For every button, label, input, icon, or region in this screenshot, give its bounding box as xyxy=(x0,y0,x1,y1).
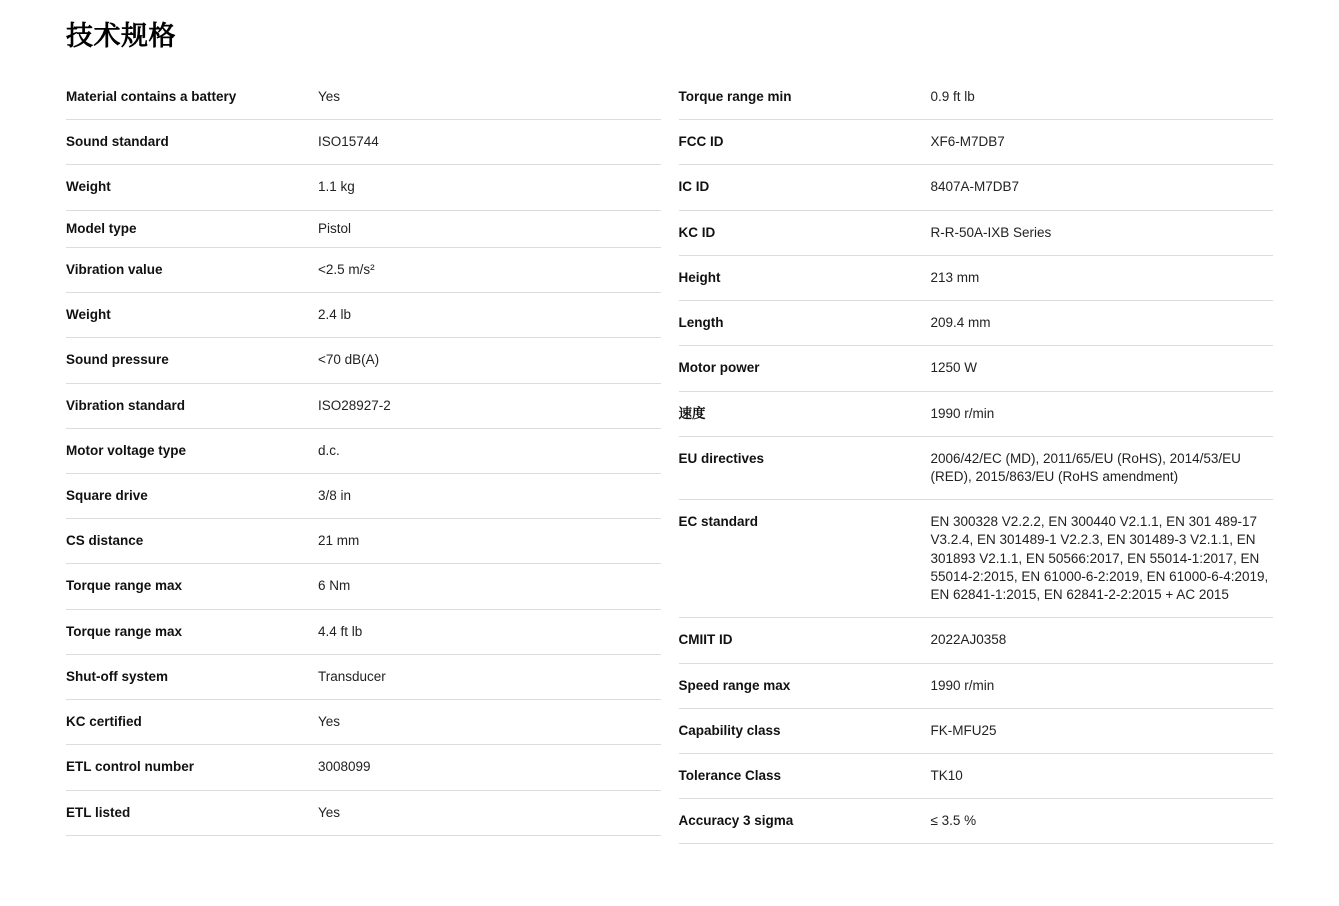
spec-value: 1990 r/min xyxy=(930,677,995,693)
spec-label: Capability class xyxy=(678,722,781,738)
spec-label: 速度 xyxy=(678,405,706,421)
spec-column-right xyxy=(679,75,1274,844)
spec-label: Length xyxy=(678,315,724,331)
spec-value: ISO15744 xyxy=(318,134,379,150)
spec-label: Weight xyxy=(66,307,111,323)
spec-label: EC standard xyxy=(678,514,759,530)
spec-value: Transducer xyxy=(318,668,386,684)
spec-row xyxy=(679,301,1274,346)
spec-label: Tolerance Class xyxy=(678,767,782,783)
spec-row xyxy=(679,120,1274,165)
spec-label: Height xyxy=(678,269,721,285)
spec-value: Pistol xyxy=(318,220,352,236)
page-title: 技术规格 xyxy=(66,21,176,51)
spec-row xyxy=(679,799,1274,844)
spec-label: KC certified xyxy=(66,714,142,730)
spec-value: Yes xyxy=(318,804,341,820)
spec-row xyxy=(679,709,1274,754)
spec-row xyxy=(66,610,661,655)
spec-value: FK-MFU25 xyxy=(930,722,997,738)
spec-value: 3008099 xyxy=(318,759,371,775)
spec-value: R-R-50A-IXB Series xyxy=(930,224,1052,240)
spec-value: 4.4 ft lb xyxy=(318,623,363,639)
spec-page xyxy=(0,14,1339,844)
spec-row xyxy=(66,293,661,338)
spec-label: Shut-off system xyxy=(66,668,169,684)
spec-label: Sound standard xyxy=(66,134,169,150)
spec-label: FCC ID xyxy=(678,134,724,150)
spec-label: Motor voltage type xyxy=(66,442,187,458)
spec-label: CS distance xyxy=(66,533,144,549)
spec-label: CMIIT ID xyxy=(678,632,733,648)
spec-value: ≤ 3.5 % xyxy=(930,813,977,829)
spec-label: EU directives xyxy=(678,450,765,466)
spec-row xyxy=(66,120,661,165)
spec-value: 8407A-M7DB7 xyxy=(930,179,1020,195)
spec-value: ISO28927-2 xyxy=(318,397,391,413)
spec-row xyxy=(679,75,1274,120)
spec-row xyxy=(679,346,1274,391)
spec-value: d.c. xyxy=(318,442,340,458)
spec-row xyxy=(66,75,661,120)
spec-label: Motor power xyxy=(678,360,760,376)
spec-row xyxy=(679,211,1274,256)
spec-label: IC ID xyxy=(678,179,710,195)
spec-value: 21 mm xyxy=(318,533,360,549)
spec-row xyxy=(66,745,661,790)
spec-value: 209.4 mm xyxy=(930,315,991,331)
spec-value: 2006/42/EC (MD), 2011/65/EU (RoHS), 2014/53/EU (RED), 2015/863/EU (RoHS amendment) xyxy=(930,450,1241,484)
spec-label: Speed range max xyxy=(678,677,791,693)
spec-row xyxy=(679,256,1274,301)
spec-row xyxy=(66,248,661,293)
spec-value: <70 dB(A) xyxy=(318,352,380,368)
spec-row xyxy=(66,655,661,700)
spec-row xyxy=(66,791,661,836)
spec-row xyxy=(66,165,661,210)
spec-label: Sound pressure xyxy=(66,352,169,368)
spec-label: Torque range max xyxy=(66,578,183,594)
spec-value: Yes xyxy=(318,89,341,104)
spec-row xyxy=(679,437,1274,500)
spec-value: XF6-M7DB7 xyxy=(930,134,1005,150)
spec-row xyxy=(679,392,1274,437)
spec-label: Vibration standard xyxy=(66,397,186,413)
spec-row xyxy=(66,519,661,564)
spec-value: TK10 xyxy=(930,767,963,783)
spec-label: KC ID xyxy=(678,224,716,240)
spec-value: EN 300328 V2.2.2, EN 300440 V2.1.1, EN 301 489-17 V3.2.4, EN 301489-1 V2.2.3, EN 301489-3 V2.1.1, EN 301893 V2.1.1, EN 50566:2017, EN 55014-1:2017, EN 55014-2:2015, EN 61000-6-2:2019, EN 61000-6-4:2019, EN 62841-1:2015, EN 62841-2-2:2015 + AC 2015 xyxy=(930,514,1269,603)
spec-row xyxy=(679,500,1274,618)
spec-value: 3/8 in xyxy=(318,487,352,503)
spec-row xyxy=(66,700,661,745)
spec-value: 2022AJ0358 xyxy=(930,632,1007,648)
spec-column-left xyxy=(66,75,661,844)
spec-label: Model type xyxy=(66,220,137,236)
spec-row xyxy=(66,474,661,519)
spec-row xyxy=(66,429,661,474)
spec-value: 6 Nm xyxy=(318,578,351,594)
spec-row xyxy=(679,664,1274,709)
spec-row xyxy=(66,211,661,248)
spec-row xyxy=(679,754,1274,799)
spec-label: Weight xyxy=(66,179,111,195)
spec-row xyxy=(679,618,1274,663)
spec-row xyxy=(679,165,1274,210)
spec-row xyxy=(66,384,661,429)
spec-value: 213 mm xyxy=(930,269,980,285)
spec-value: Yes xyxy=(318,714,341,730)
spec-label: Torque range max xyxy=(66,623,183,639)
spec-row xyxy=(66,338,661,383)
spec-label: Square drive xyxy=(66,487,148,503)
spec-label: Vibration value xyxy=(66,261,163,277)
spec-value: 1250 W xyxy=(930,360,978,376)
spec-label: Torque range min xyxy=(678,89,792,104)
spec-value: 1.1 kg xyxy=(318,179,355,195)
spec-value: 0.9 ft lb xyxy=(930,89,975,104)
spec-value: 1990 r/min xyxy=(930,405,995,421)
spec-row xyxy=(66,564,661,609)
spec-value: <2.5 m/s² xyxy=(318,261,375,277)
spec-label: ETL control number xyxy=(66,759,195,775)
spec-columns xyxy=(66,75,1273,844)
spec-label: Accuracy 3 sigma xyxy=(678,813,794,829)
spec-value: 2.4 lb xyxy=(318,307,352,323)
spec-label: ETL listed xyxy=(66,804,131,820)
spec-label: Material contains a battery xyxy=(66,89,237,104)
